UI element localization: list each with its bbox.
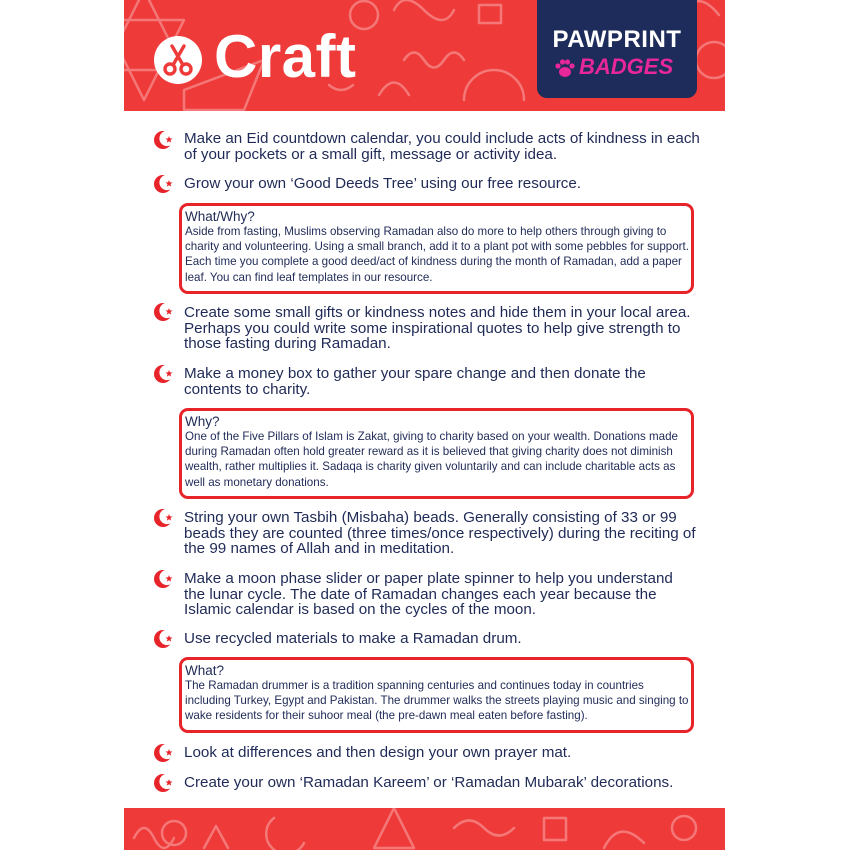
moon-star-icon bbox=[152, 172, 176, 196]
paw-icon bbox=[553, 56, 577, 80]
pawprint-badges-logo bbox=[537, 0, 697, 98]
list-item: Create your own ‘Ramadan Kareem’ or ‘Ramadan Mubarak’ decorations. bbox=[184, 774, 674, 791]
logo-line-2: BADGES bbox=[579, 54, 674, 79]
list-item: Look at differences and then design your own prayer mat. bbox=[184, 744, 572, 761]
info-box-heading: What/Why? bbox=[185, 209, 255, 224]
moon-star-icon bbox=[152, 627, 176, 651]
moon-star-icon bbox=[152, 771, 176, 795]
logo-line-1: PAWPRINT bbox=[552, 26, 682, 53]
scissors-icon bbox=[154, 36, 202, 84]
moon-star-icon bbox=[152, 300, 176, 324]
info-box bbox=[179, 657, 694, 733]
flyer-page bbox=[124, 0, 725, 850]
header-banner bbox=[124, 0, 725, 111]
moon-star-icon bbox=[152, 362, 176, 386]
list-item: Make a moon phase slider or paper plate spinner to help you understand the lunar cycle. The date of Ramadan changes each year because the Islamic calendar is based on the cycles of the moon. bbox=[184, 570, 673, 619]
info-box bbox=[179, 408, 694, 499]
info-box-heading: What? bbox=[185, 663, 225, 678]
info-box bbox=[179, 203, 694, 294]
info-box-body: One of the Five Pillars of Islam is Zakat, giving to charity based on your wealth. Donations made during Ramadan often hold greater reward as it is believed that giving charity does not diminish wealth, rather multiplies it. Sadaqa is charity given voluntarily and can include charitable acts as well as monetary donations. bbox=[185, 430, 678, 489]
list-item: String your own Tasbih (Misbaha) beads. Generally consisting of 33 or 99 beads they are counted (three times/once respectively) during the reciting of the 99 names of Allah and in meditation. bbox=[184, 509, 696, 558]
list-item: Make an Eid countdown calendar, you could include acts of kindness in each of your pockets or a small gift, message or activity idea. bbox=[184, 130, 700, 163]
info-box-heading: Why? bbox=[185, 414, 220, 429]
info-box-body: Aside from fasting, Muslims observing Ramadan also do more to help others through giving to charity and volunteering. Using a small branch, add it to a plant pot with some pebbles for support. Each time you complete a good deed/act of kindness during the month of Ramadan, add a paper leaf. You can find leaf templates in our resource. bbox=[185, 225, 689, 284]
info-box-body: The Ramadan drummer is a tradition spanning centuries and continues today in countries including Turkey, Egypt and Pakistan. The drummer walks the streets playing music and singing to wake residents for their suhoor meal (the pre-dawn meal eaten before fasting). bbox=[185, 679, 689, 723]
logo-line-2-wrap bbox=[549, 54, 689, 82]
moon-star-icon bbox=[152, 506, 176, 530]
list-item: Use recycled materials to make a Ramadan drum. bbox=[184, 630, 522, 647]
page-title: Craft bbox=[214, 23, 357, 90]
footer-pattern bbox=[124, 808, 725, 850]
moon-star-icon bbox=[152, 567, 176, 591]
list-item: Make a money box to gather your spare change and then donate the contents to charity. bbox=[184, 365, 646, 398]
moon-star-icon bbox=[152, 128, 176, 152]
moon-star-icon bbox=[152, 741, 176, 765]
list-item: Create some small gifts or kindness notes and hide them in your local area. Perhaps you could write some inspirational quotes to help give strength to those fasting during Ramadan. bbox=[184, 304, 691, 353]
footer-banner bbox=[124, 808, 725, 850]
list-item: Grow your own ‘Good Deeds Tree’ using our free resource. bbox=[184, 175, 582, 192]
